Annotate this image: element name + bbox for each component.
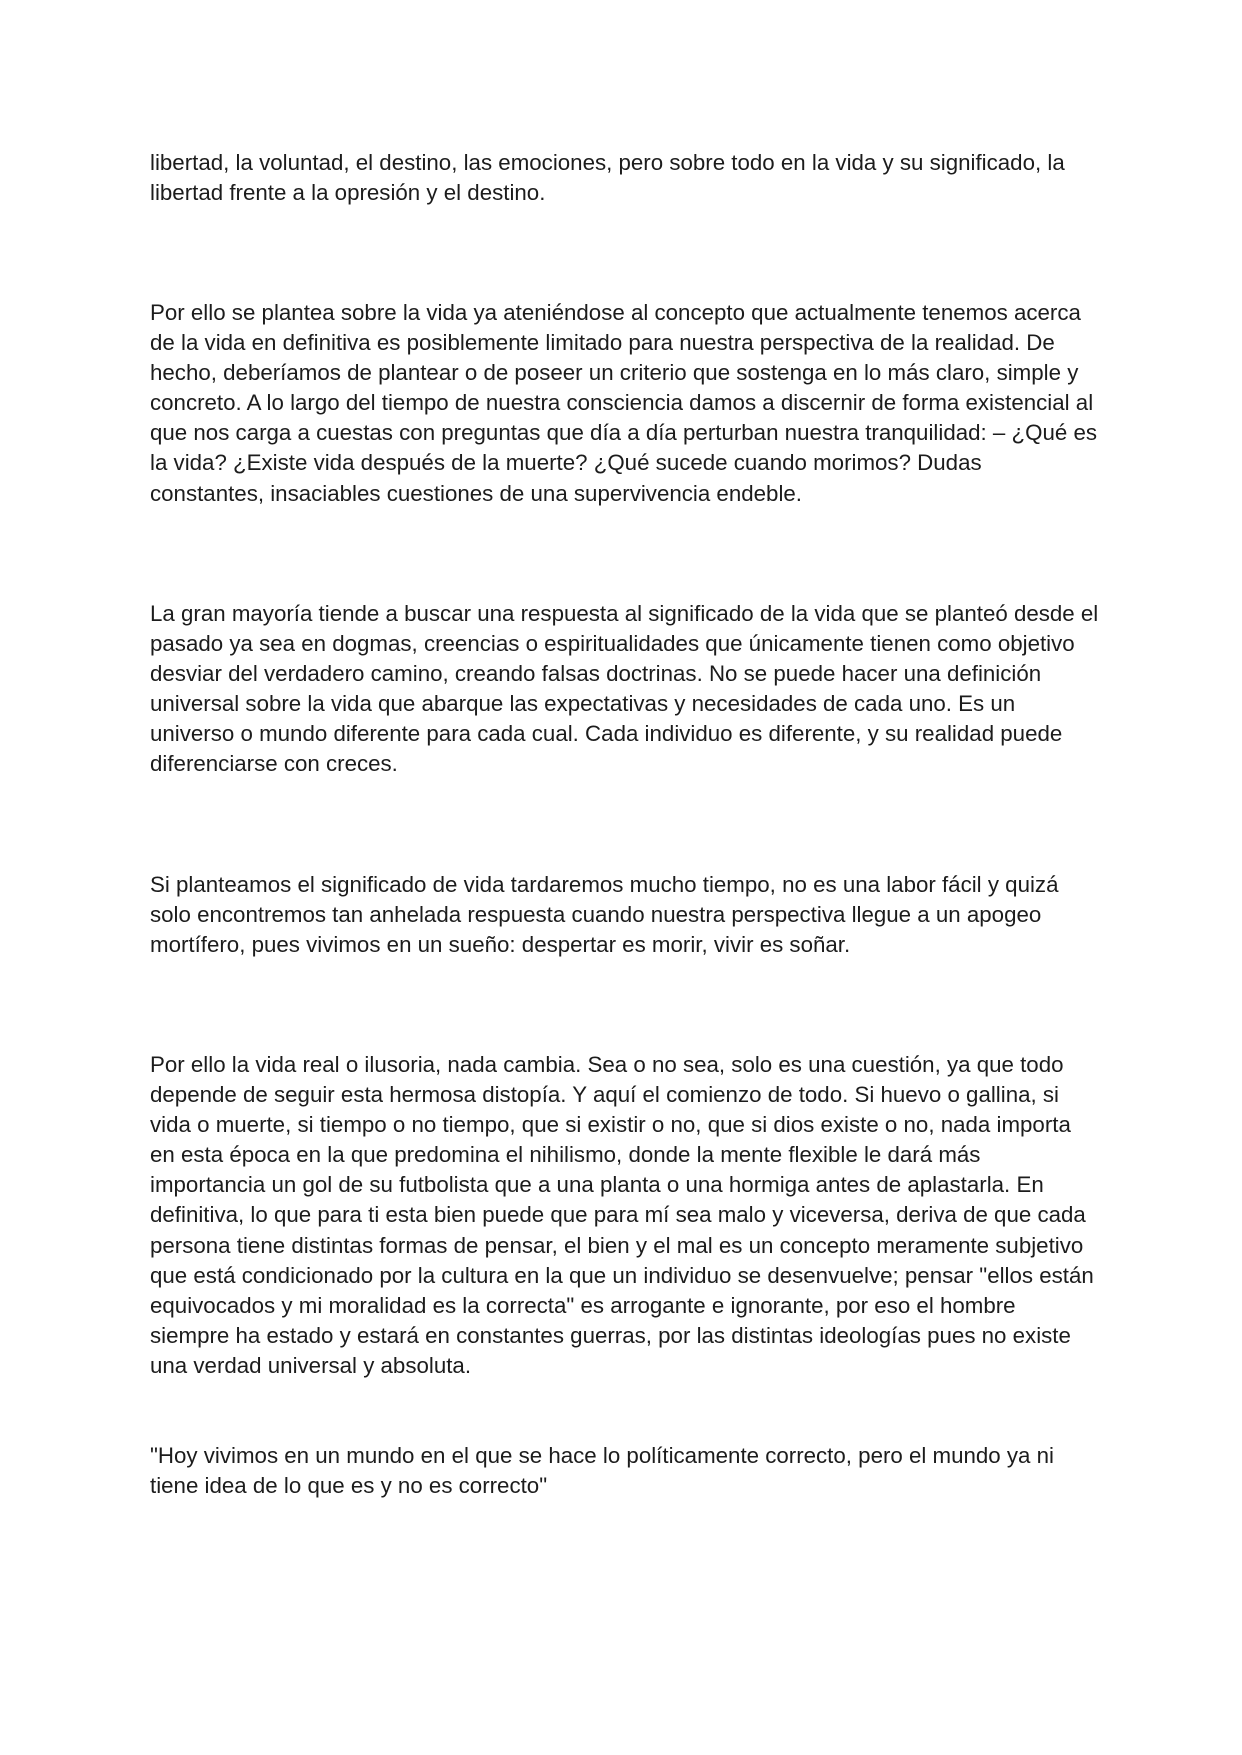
paragraph-3: La gran mayoría tiende a buscar una respuesta al significado de la vida que se planteó desde el pasado ya sea en dogmas, creencias o espiritualidades que únicamente tienen como objetivo desviar del verdadero camino, creando falsas doctrinas. No se puede hacer una definición universal sobre la vida que abarque las expectativas y necesidades de cada uno. Es un universo o mundo diferente para cada cual. Cada individuo es diferente, y su realidad puede diferenciarse con creces. (150, 601, 1099, 777)
paragraph-2: Por ello se plantea sobre la vida ya ateniéndose al concepto que actualmente tenemos acerca de la vida en definitiva es posiblemente limitado para nuestra perspectiva de la realidad. De hecho, deberíamos de plantear o de poseer un criterio que sostenga en lo más claro, simple y concreto. A lo largo del tiempo de nuestra consciencia damos a discernir de forma existencial al que nos carga a cuestas con preguntas que día a día perturban nuestra tranquilidad: – ¿Qué es la vida? ¿Existe vida después de la muerte? ¿Qué sucede cuando morimos? Dudas constantes, insaciables cuestiones de una supervivencia endeble. (150, 300, 1098, 506)
closing-quote: "Hoy vivimos en un mundo en el que se hace lo políticamente correcto, pero el mundo ya ni tiene idea de lo que es y no es correcto" (150, 1443, 1055, 1499)
paragraph-5: Por ello la vida real o ilusoria, nada cambia. Sea o no sea, solo es una cuestión, ya que todo depende de seguir esta hermosa distopía. Y aquí el comienzo de todo. Si huevo o gallina, si vida o muerte, si tiempo o no tiempo, que si existir o no, que si dios existe o no, nada importa en esta época en la que predomina el nihilismo, donde la mente flexible le dará más importancia un gol de su futbolista que a una planta o una hormiga antes de aplastarla. En definitiva, lo que para ti esta bien puede que para mí sea malo y viceversa, deriva de que cada persona tiene distintas formas de pensar, el bien y el mal es un concepto meramente subjetivo que está condicionado por la cultura en la que un individuo se desenvuelve; pensar "ellos están equivocados y mi moralidad es la correcta" es arrogante e ignorante, por eso el hombre siempre ha estado y estará en constantes guerras, por las distintas ideologías pues no existe una verdad universal y absoluta. (150, 1052, 1094, 1378)
paragraph-4: Si planteamos el significado de vida tardaremos mucho tiempo, no es una labor fácil y quizá solo encontremos tan anhelada respuesta cuando nuestra perspectiva llegue a un apogeo mortífero, pues vivimos en un sueño: despertar es morir, vivir es soñar. (150, 872, 1059, 958)
paragraph-1: libertad, la voluntad, el destino, las emociones, pero sobre todo en la vida y su significado, la libertad frente a la opresión y el destino. (150, 150, 1065, 206)
